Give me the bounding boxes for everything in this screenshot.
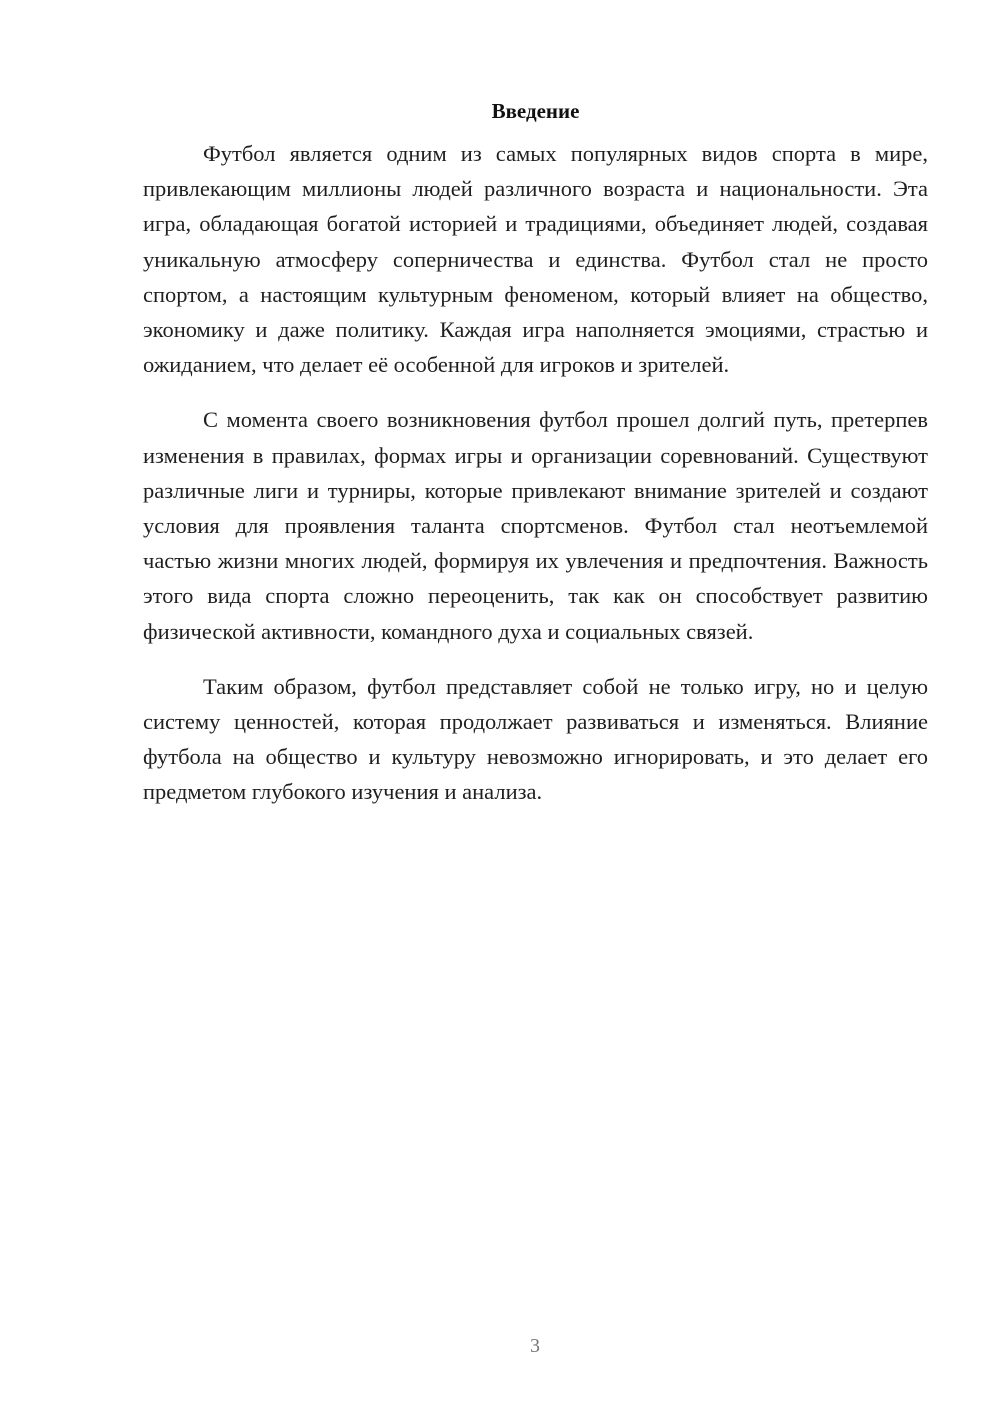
section-heading: Введение [491, 99, 580, 123]
paragraph-3: Таким образом, футбол представляет собой не только игру, но и целую систему ценностей, которая продолжает развиваться и изменяться. Влияние футбола на общество и культуру невозможно игнорировать, и это делает его предметом глубокого изучения и анализа. [143, 673, 928, 805]
paragraph-2: С момента своего возникновения футбол прошел долгий путь, претерпев изменения в правилах, формах игры и организации соревнований. Существуют различные лиги и турниры, которые привлекают внимание зрителей и создают условия для проявления таланта спортсменов. Футбол стал неотъемлемой частью жизни многих людей, формируя их увлечения и предпочтения. Важность этого вида спорта сложно переоценить, так как он способствует развитию физической активности, командного духа и социальных связей. [143, 407, 928, 644]
page-number: 3 [530, 1335, 540, 1357]
page-content [143, 96, 928, 830]
paragraph-1: Футбол является одним из самых популярных видов спорта в мире, привлекающим миллионы людей различного возраста и национальности. Эта игра, обладающая богатой историей и традициями, объединяет людей, создавая уникальную атмосферу соперничества и единства. Футбол стал не просто спортом, а настоящим культурным феноменом, который влияет на общество, экономику и даже политику. Каждая игра наполняется эмоциями, страстью и ожиданием, что делает её особенной для игроков и зрителей. [143, 141, 928, 378]
